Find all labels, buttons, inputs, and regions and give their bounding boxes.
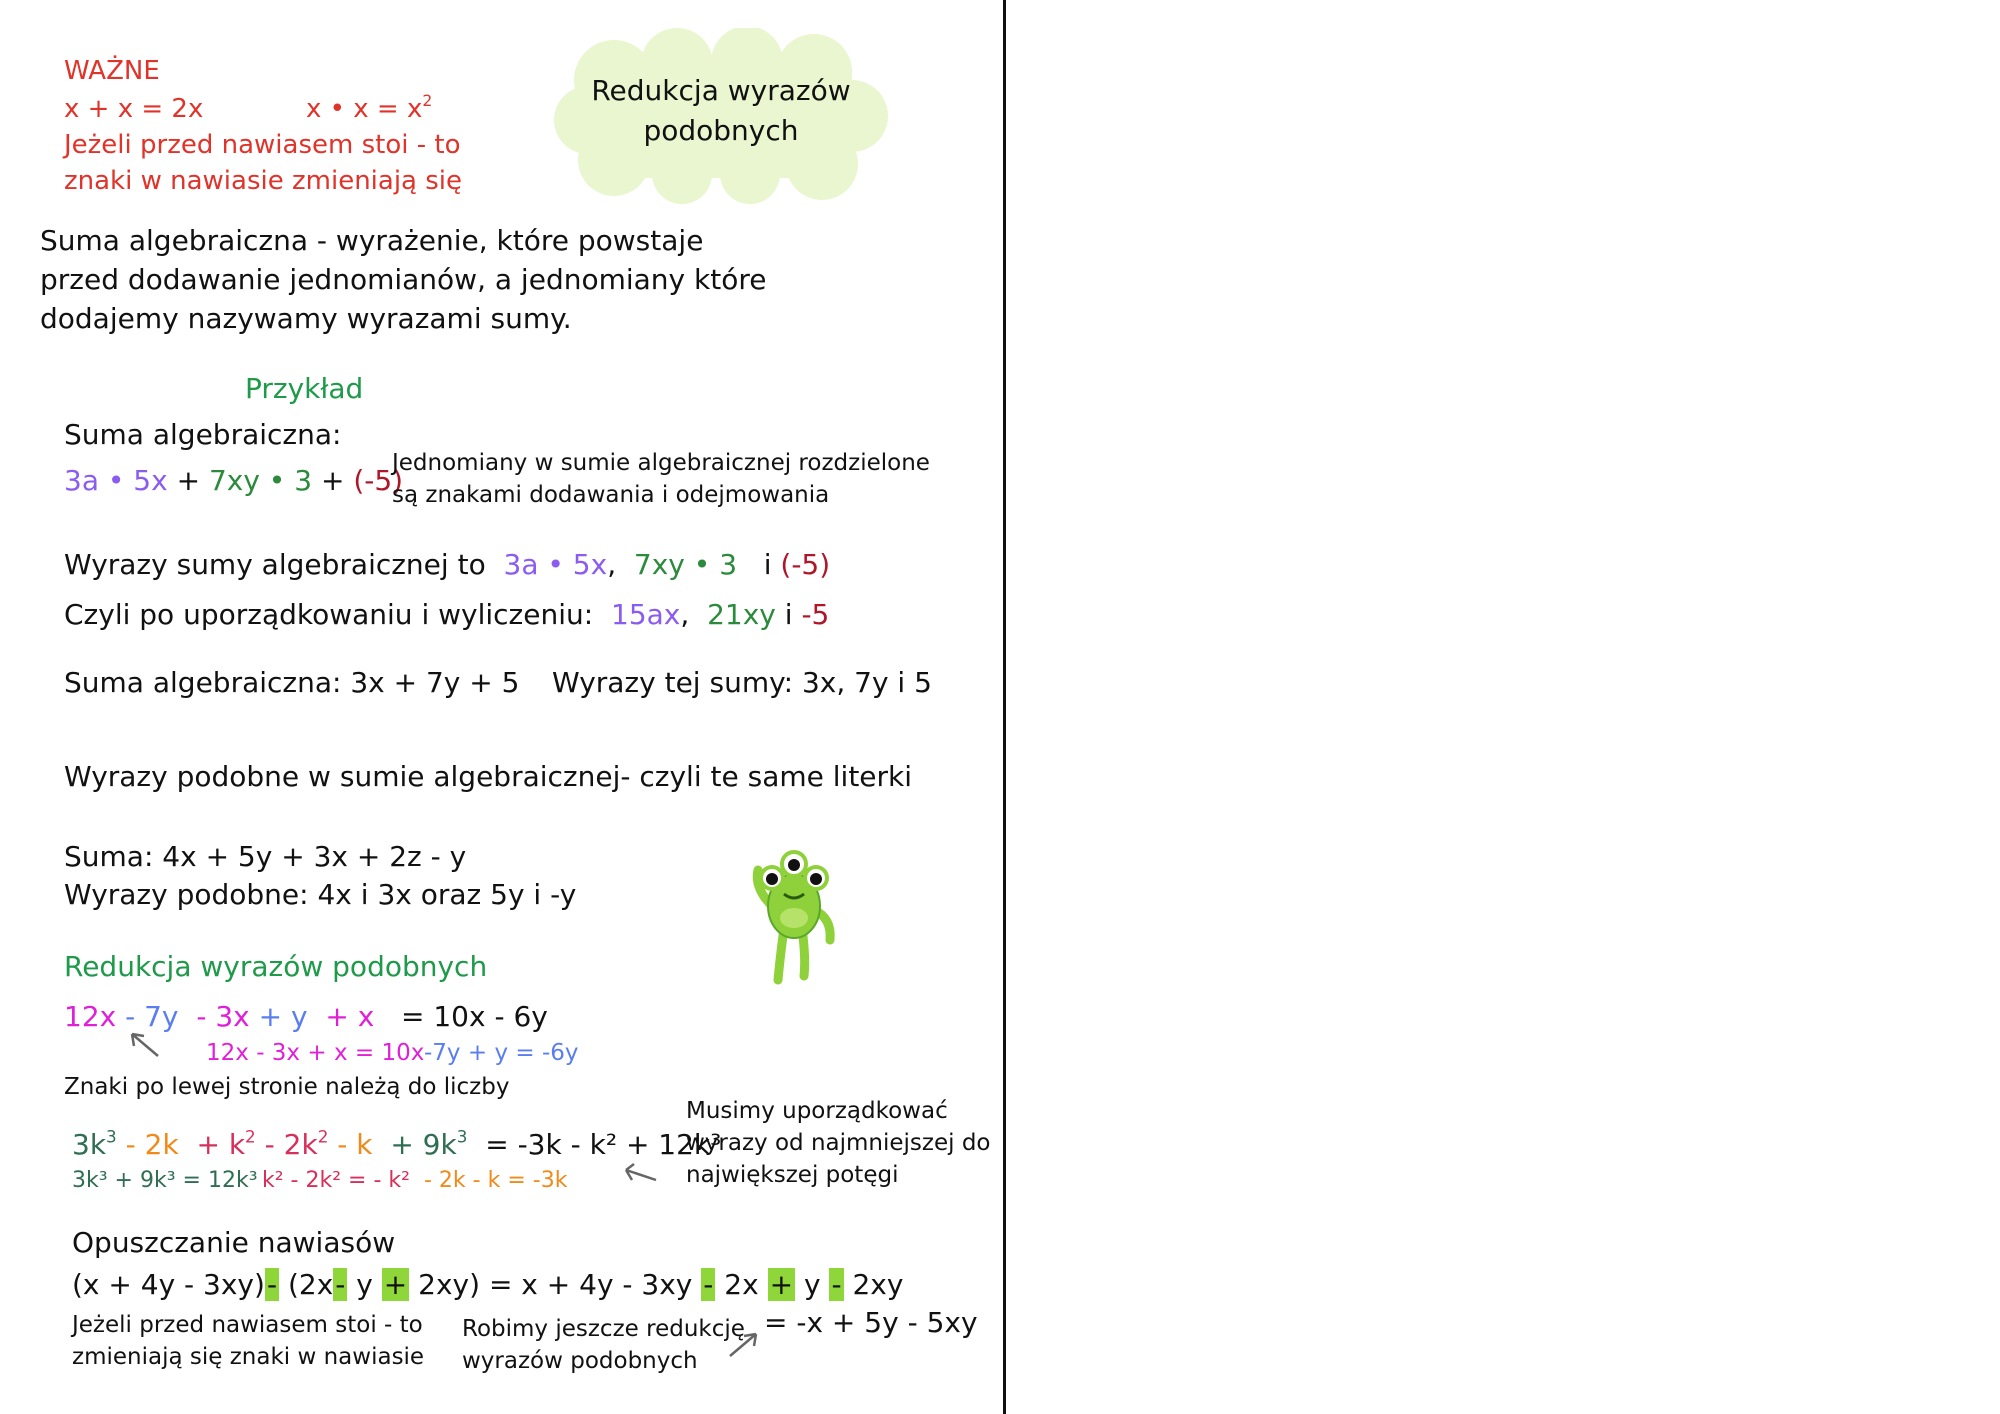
- example-heading: Przykład: [245, 372, 364, 405]
- order-note-line-3: największej potęgi: [686, 1162, 899, 1188]
- sum-example-2: Suma algebraiczna: 3x + 7y + 5: [64, 666, 520, 699]
- important-line-2: znaki w nawiasie zmieniają się: [64, 166, 463, 196]
- page-divider: [1003, 0, 1006, 1414]
- reduction-ex2-sub-1: 3k³ + 9k³ = 12k³: [72, 1168, 258, 1193]
- reduction-example-2: $3k^3 - 2k + k^2 - 2k^2 - k + 9k^3 = -3k - k^2 + 12k^3$: [72, 1126, 722, 1161]
- reduction-sub-2: -7y + y = -6y: [424, 1040, 579, 1066]
- reduction-heading: Redukcja wyrazów podobnych: [64, 950, 488, 983]
- parentheses-equation: (x + 4y - 3xy)- (2x- y + 2xy) = x + 4y - 3xy - 2x + y - 2xy: [72, 1268, 904, 1301]
- parentheses-note-line-3: Robimy jeszcze redukcję: [462, 1316, 745, 1342]
- alien-mascot-icon: [744, 848, 844, 988]
- rule-addition: x + x = 2x: [64, 94, 204, 124]
- similar-definition: Wyrazy podobne w sumie algebraicznej- czyli te same literki: [64, 760, 913, 793]
- sign-note: Znaki po lewej stronie należą do liczby: [64, 1074, 510, 1100]
- example-note-line-2: są znakami dodawania i odejmowania: [392, 482, 830, 508]
- parentheses-result: = -x + 5y - 5xy: [764, 1306, 978, 1339]
- ordered-line: Czyli po uporządkowaniu i wyliczeniu: 15ax, 21xy i -5: [64, 598, 830, 631]
- parentheses-note-line-4: wyrazów podobnych: [462, 1348, 698, 1374]
- order-note-line-2: wyrazy od najmniejszej do: [686, 1130, 991, 1156]
- cloud-title-line-2: podobnych: [643, 114, 799, 147]
- similar-sum: Suma: 4x + 5y + 3x + 2z - y: [64, 840, 467, 873]
- terms-example-2: Wyrazy tej sumy: 3x, 7y i 5: [552, 666, 932, 699]
- arrow-icon: [620, 1160, 660, 1188]
- definition-line-3: dodajemy nazywamy wyrazami sumy.: [40, 302, 572, 335]
- order-note-line-1: Musimy uporządkować: [686, 1098, 948, 1124]
- example-expression: 3a • 5x + 7xy • 3 + (-5): [64, 464, 404, 497]
- important-heading: WAŻNE: [64, 56, 160, 86]
- reduction-example-1: 12x - 7y - 3x + y + x = 10x - 6y: [64, 1000, 548, 1033]
- terms-line: Wyrazy sumy algebraicznej to 3a • 5x, 7xy • 3 i (-5): [64, 548, 831, 581]
- reduction-ex2-sub-2: k² - 2k² = - k²: [262, 1168, 410, 1193]
- rule-multiplication: x • $x = x^2$: [306, 92, 433, 124]
- similar-terms: Wyrazy podobne: 4x i 3x oraz 5y i -y: [64, 878, 577, 911]
- arrow-icon: [726, 1328, 762, 1360]
- reduction-sub-1: 12x - 3x + x = 10x: [206, 1040, 425, 1066]
- example-label: Suma algebraiczna:: [64, 418, 342, 451]
- cloud-title-line-1: Redukcja wyrazów: [591, 74, 851, 107]
- example-note-line-1: Jednomiany w sumie algebraicznej rozdzielone: [392, 450, 930, 476]
- parentheses-heading: Opuszczanie nawiasów: [72, 1226, 396, 1259]
- important-line-1: Jeżeli przed nawiasem stoi - to: [64, 130, 461, 160]
- reduction-ex2-sub-3: - 2k - k = -3k: [424, 1168, 568, 1193]
- definition-line-1: Suma algebraiczna - wyrażenie, które powstaje: [40, 224, 704, 257]
- parentheses-note-line-2: zmieniają się znaki w nawiasie: [72, 1344, 425, 1370]
- arrow-icon: [126, 1028, 162, 1060]
- parentheses-note-line-1: Jeżeli przed nawiasem stoi - to: [72, 1312, 423, 1338]
- definition-line-2: przed dodawanie jednomianów, a jednomiany które: [40, 263, 767, 296]
